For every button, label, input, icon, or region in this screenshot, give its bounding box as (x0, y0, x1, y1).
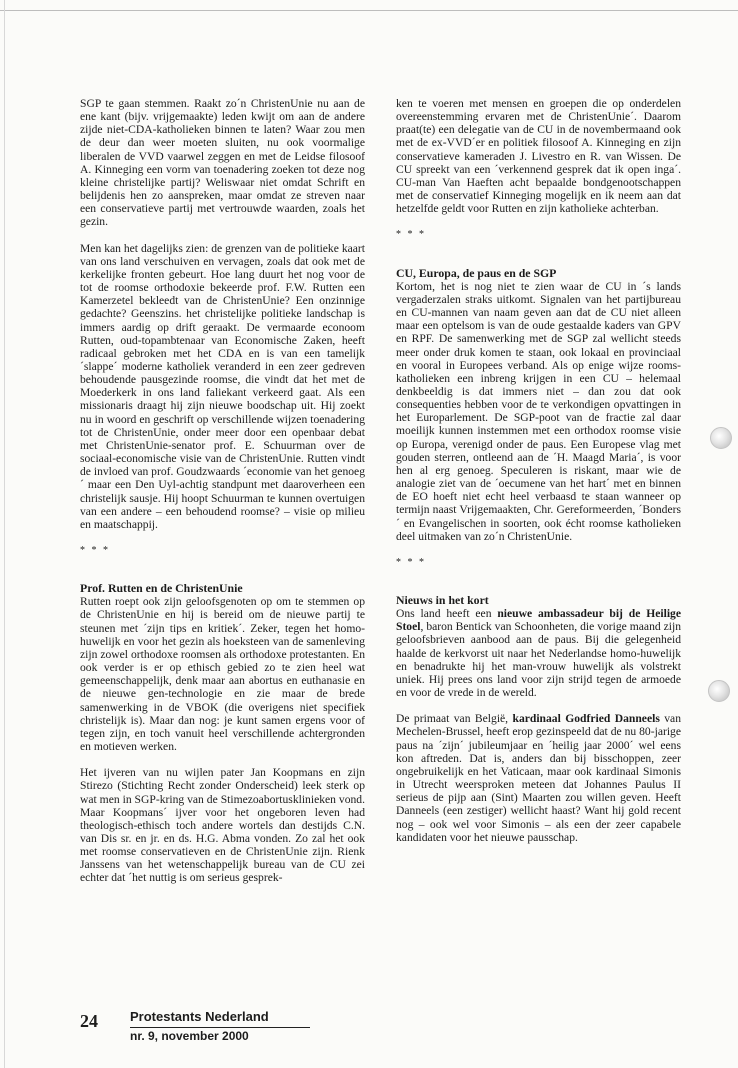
scan-top-line (0, 10, 738, 11)
paragraph: ken te voeren met mensen en groepen die op onderdelen overeenstemming ervaren met de ChristenUnie´. Daarom praat(te) een delegatie van de CU in de novembermaand ook met de ex-VVD´er en politiek filosoof A. Kinneging en zijn conservatieve kameraden J. Livestro en R. van Wissen. De CU spreekt van een ´verkennend gesprek dat ik open inga´. CU-man Van Haeften acht bepaalde bondgenootschappen met de conservatief Kinneging mogelijk en ik neem aan dat hetzelfde geldt voor Rutten en zijn katholieke achterban. (396, 97, 681, 216)
page-number: 24 (80, 1011, 98, 1031)
footer-rule (130, 1027, 310, 1028)
punch-hole (708, 680, 730, 702)
section-heading: Prof. Rutten en de ChristenUnie (80, 581, 243, 596)
bold-phrase: kardinaal Godfried Danneels (512, 712, 660, 726)
section-divider: * * * (396, 556, 426, 568)
paragraph: Rutten roept ook zijn geloofsgenoten op om te stemmen op de ChristenUnie en hij is bereid om de nieuwe partij te steunen met ´zijn tips en kritiek´. Zeker, tegen het homo-huwelijk en voor het gezin als hoeksteen van de samenleving zijn zowel orthodoxe roomsen als orthodoxe protestanten. En ook verder is er op ethisch gebied zo te zien heel wat gemeenschappelijk, denk maar aan abortus en euthanasie en de nieuwe gen-technologie en zie maar de brede samenwerking in de VBOK (die overigens niet specifiek christelijk is). Maar dan nog: je kunt samen ergens voor of tegen zijn, en toch vanuit heel verschillende achtergronden en motieven werken. (80, 595, 365, 754)
punch-hole (710, 427, 732, 449)
page-footer (80, 1009, 320, 1049)
section-heading: Nieuws in het kort (396, 593, 489, 607)
section-heading: CU, Europa, de paus en de SGP (396, 265, 557, 280)
publication-title: Protestants Nederland (130, 1009, 269, 1024)
section-divider: * * * (396, 229, 426, 241)
section-divider: * * * (80, 545, 110, 556)
text-run: Ons land heeft een (396, 607, 498, 621)
left-column (80, 97, 365, 898)
paragraph: Men kan het dagelijks zien: de grenzen van de politieke kaart van ons land verschuiven en vervagen, zoals dat ook met de kerkelijke fronten gebeurt. Hoe lang duurt het nog voor de tot de roomse orthodoxie bekeerde prof. F.W. Rutten een Kamerzetel bekleedt van de ChristenUnie? Een onzinnige gedachte? Geenszins. het christelijke politieke landschap is immers aardig op drift geraakt. De vermaarde econoom Rutten, oud-topambtenaar van Economische Zaken, heeft radicaal gebroken met het CDA en is van een tamelijk ´slappe´ moderne katholiek veranderd in een zeer gedreven behoudende pausgezinde roomse, die vindt dat het met de Moederkerk in ons land faliekant verkeerd gaat. Als een missionaris draagt hij zijn nieuwe boodschap uit. Hij zoekt nu in woord en geschrift op verschillende wijzen toenadering tot de ChristenUnie, onder meer door een openbaar debat met ChristenUnie-senator prof. E. Schuurman over de sociaal-economische visie van de ChristenUnie. Rutten vindt de invloed van prof. Goudzwaards ´economie van het genoeg´ maar een Den Uyl-achtig standpunt met daaroverheen een christelijk sausje. Hij hoopt Schuurman te kunnen overtuigen van een andere – een behoudend roomse? – visie op milieu en maatschappij. (80, 241, 365, 531)
paragraph (396, 607, 681, 699)
issue-info: nr. 9, november 2000 (130, 1029, 249, 1043)
paragraph (396, 712, 681, 844)
scan-left-edge (4, 0, 5, 1068)
right-column (396, 97, 681, 857)
paragraph: Het ijveren van nu wijlen pater Jan Koopmans en zijn Stirezo (Stichting Recht zonder Onderscheid) leek sterk op wat men in SGP-kring van de Stimezoabortusklinieken vond. Maar Koopmans´ ijver voor het ongeboren leven had theologisch-ethisch toch andere wortels dan destijds C.N. van Dis sr. en jr. en ds. H.G. Abma vonden. Zo zal het ook met roomse conservatieven en de ChristenUnie zijn. Rienk Janssens van het wetenschappelijk bureau van de CU zei echter dat ´het nuttig is om serieus gesprek- (80, 766, 365, 885)
text-run: , baron Bentick van Schoonheten, die vorige maand zijn geloofsbrieven aanbood aan de paus. Bij die gelegenheid haalde de kerkvorst uit naar het Nederlandse homo-huwelijk en benadrukte hij het man-vrouw huwelijk als volstrekt uniek. Hij prees ons land voor zijn strijd tegen de armoede en voor de vrede in de wereld. (396, 620, 681, 700)
bold-phrase: nieuwe ambassadeur bij de Heilige Stoel (396, 607, 681, 634)
text-run: van Mechelen-Brussel, heeft erop gezinspeeld dat de nu 80-jarige paus na ´zijn´ jubileumjaar en ´heilig jaar 2000´ wel eens kon aftreden. Dat is, anders dan bij bisschoppen, zeer ongebruikelijk en het Vaticaan, maar ook kardinaal Simonis in Utrecht weersproken meteen dat Johannes Paulus II serieus de pijp aan (Sint) Maarten zou willen geven. Heeft Danneels (een zestiger) wellicht haast? Want hij gold recent nog – ook wel voor Simonis – als een der zeer capabele kandidaten voor het nieuwe pausschap. (396, 712, 681, 844)
text-run: De primaat van België, (396, 712, 513, 726)
paragraph: SGP te gaan stemmen. Raakt zo´n ChristenUnie nu aan de ene kant (bijv. vrijgemaakte) leden kwijt om aan de andere zijde niet-CDA-katholieken binnen te laten? Waar zou men de deur dan weer moeten sluiten, nu ook voormalige liberalen de VVD vaarwel zeggen en met de Leidse filosoof A. Kinneging een vorm van toenadering zoeken tot deze nog kleine christelijke partij? Weliswaar niet omdat Schrift en belijdenis hen zo aanspreken, maar omdat ze streven naar een conservatieve partij met vertrouwde waarden, zoals het gezin. (80, 97, 365, 229)
paragraph: Kortom, het is nog niet te zien waar de CU in ´s lands vergaderzalen straks uitkomt. Signalen van het partijbureau en CU-mannen van naam geven aan dat de CU niet alleen maar een optelsom is van de oude gestaalde kaders van GPV en RPF. De samenwerking met de SGP zal wellicht steeds meer onder druk komen te staan, ook lokaal en provinciaal en vooral in Europees verband. Als op enige wijze rooms-katholieken een inbreng krijgen in een CU – helemaal denkbeeldig is dat immers niet – dan zou dat ook consequenties hebben voor de te verkondigen opvattingen in het Europarlement. De SGP-poot van de fractie zal daar moeilijk kunnen instemmen met een orthodox roomse visie op Europa, verenigd onder de paus. Een Europese vlag met gouden sterren, ontleend aan de ´H. Maagd Maria´, is voor hen al erg genoeg. Speculeren is riskant, maar wie de analogie ziet van de ´oecumene van het hart´ met en binnen de EO hoeft niet echt heel verbaasd te staan wanneer op termijn naast Vrijgemaakten, Chr. Gereformeerden, ´Bonders´ en Evangelischen in soorten, ook écht roomse katholieken deel uitmaken van zo´n ChristenUnie. (396, 279, 681, 543)
